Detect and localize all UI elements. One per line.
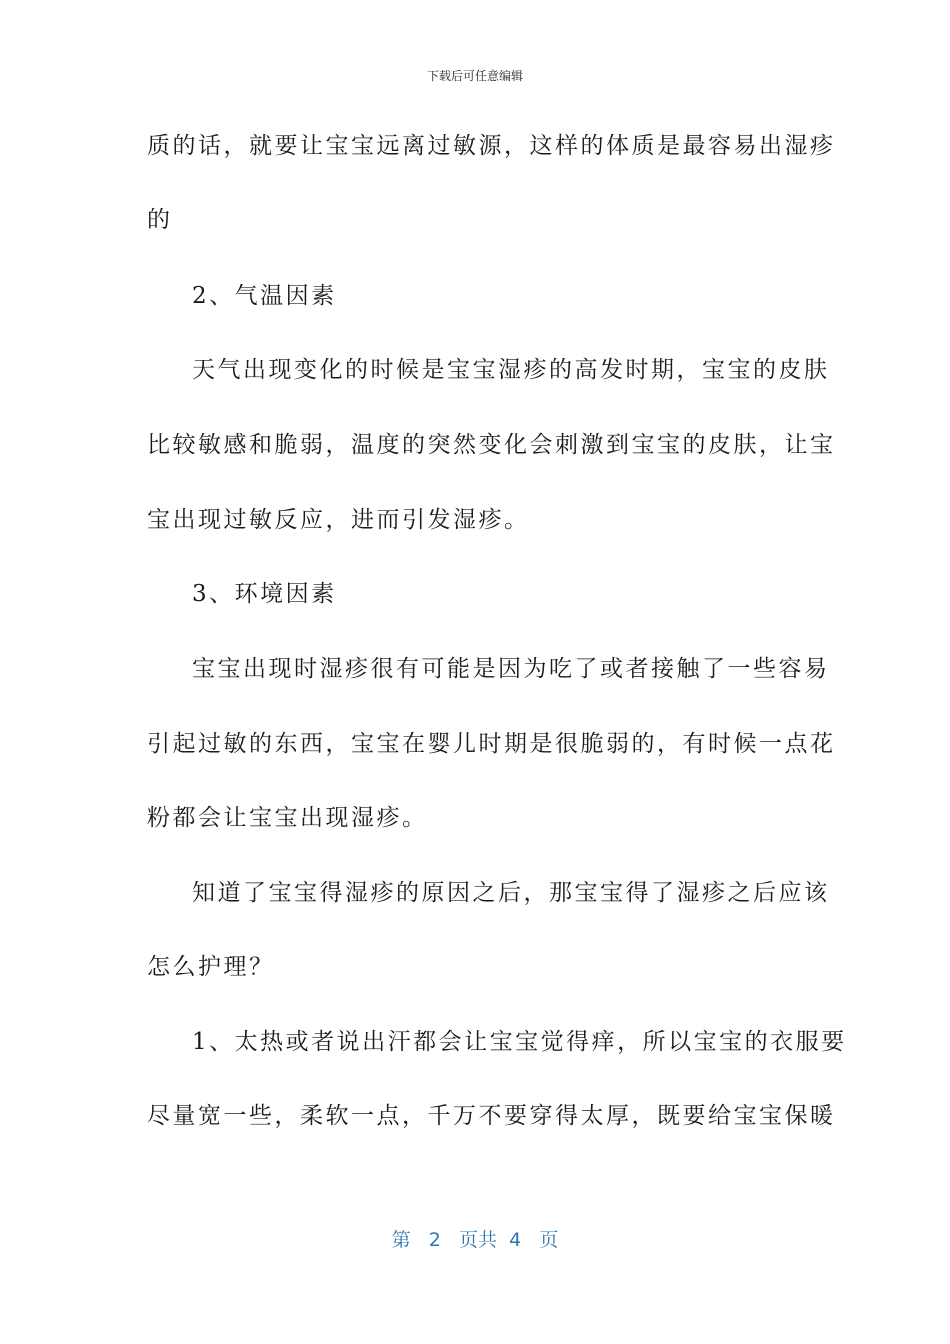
page-label-suffix: 页 xyxy=(539,1229,559,1251)
body-line: 比较敏感和脆弱，温度的突然变化会刺激到宝宝的皮肤，让宝 xyxy=(147,432,836,458)
body-line: 宝出现过敏反应，进而引发湿疹。 xyxy=(147,507,530,533)
body-line: 粉都会让宝宝出现湿疹。 xyxy=(147,805,428,831)
body-line: 宝宝出现时湿疹很有可能是因为吃了或者接触了一些容易 xyxy=(192,656,830,682)
page-label-mid: 页共 xyxy=(459,1229,498,1251)
total-pages-number: 4 xyxy=(509,1229,522,1251)
page-footer xyxy=(0,1225,950,1252)
body-line: 1、太热或者说出汗都会让宝宝觉得痒，所以宝宝的衣服要 xyxy=(192,1029,847,1055)
body-line: 尽量宽一些，柔软一点，千万不要穿得太厚，既要给宝宝保暖 xyxy=(147,1103,836,1129)
page-label-prefix: 第 xyxy=(391,1229,411,1251)
header-note: 下载后可任意编辑 xyxy=(426,69,523,83)
current-page-number: 2 xyxy=(428,1229,441,1251)
body-line: 的 xyxy=(147,207,173,233)
body-line: 知道了宝宝得湿疹的原因之后，那宝宝得了湿疹之后应该 xyxy=(192,880,830,906)
body-line: 质的话，就要让宝宝远离过敏源，这样的体质是最容易出湿疹 xyxy=(147,133,836,159)
section-heading: 3、环境因素 xyxy=(192,581,337,607)
section-heading: 2、气温因素 xyxy=(192,283,337,309)
body-line: 引起过敏的东西，宝宝在婴儿时期是很脆弱的，有时候一点花 xyxy=(147,731,836,757)
body-line: 怎么护理？ xyxy=(147,954,275,980)
body-line: 天气出现变化的时候是宝宝湿疹的高发时期，宝宝的皮肤 xyxy=(192,357,830,383)
